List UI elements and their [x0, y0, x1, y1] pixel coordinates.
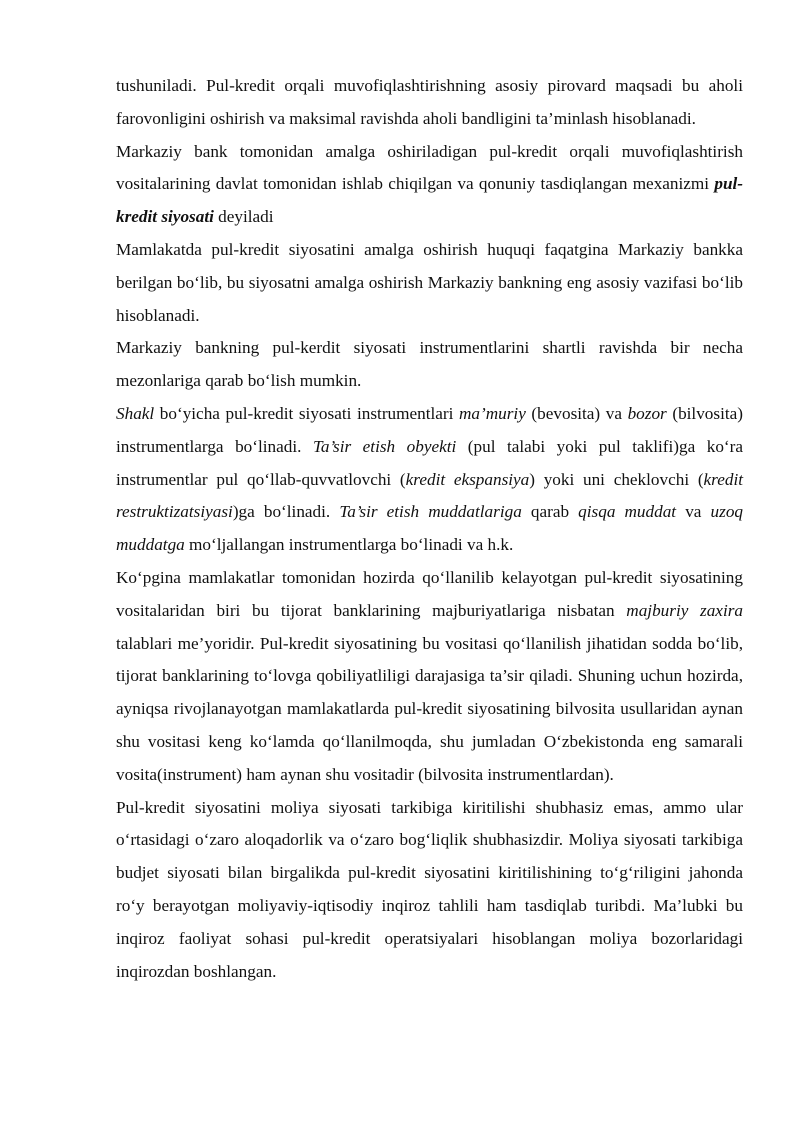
text-run: (bilvosita) instrumentlarga bo‘linadi. — [116, 403, 743, 456]
paragraph — [116, 234, 743, 332]
text-run: Pul-kredit siyosatini moliya siyosati tarkibiga kiritilishi shubhasiz emas, ammo ular o‘rtasidagi o‘zaro aloqadorlik va o‘zaro bog‘liqlik shubhasizdir. Moliya siyosati tarkibiga budjet siyosati bilan birgalikda pul-kredit siyosatini kiritilishining to‘g‘riligini jahonda ro‘y berayotgan moliyaviy-iqtisodiy inqiroz tahlili ham tasdiqlab turibdi. Ma’lubki bu inqiroz faoliyat sohasi pul-kredit operatsiyalari hisoblangan moliya bozorlaridagi inqirozdan boshlangan. — [116, 797, 743, 981]
text-run: Ko‘pgina mamlakatlar tomonidan hozirda qo‘llanilib kelayotgan pul-kredit siyosatining vositalaridan biri bu tijorat banklarining majburiyatlariga nisbatan — [116, 567, 743, 620]
italic-term: uzoq muddatga — [116, 502, 744, 555]
text-run: Mamlakatda pul-kredit siyosatini amalga oshirish huquqi faqatgina Markaziy bankka berilgan bo‘lib, bu siyosatni amalga oshirish Markaziy bankning eng asosiy vazifasi bo‘lib hisoblanadi. — [116, 239, 743, 325]
text-run: )ga bo‘linadi. — [232, 502, 340, 522]
paragraph — [116, 136, 743, 234]
italic-term: ma’muriy — [459, 403, 526, 423]
paragraph — [116, 70, 743, 136]
text-run: (pul talabi yoki pul taklifi)ga ko‘ra instrumentlar pul qo‘llab-quvvatlovchi ( — [116, 436, 743, 489]
text-run: ) yoki uni cheklovchi ( — [529, 469, 704, 489]
text-run: mo‘ljallangan instrumentlarga bo‘linadi va h.k. — [184, 535, 514, 555]
text-run: qarab — [521, 502, 579, 522]
text-run: bo‘yicha pul-kredit siyosati instrumentlari — [154, 403, 459, 423]
bold-italic-term: pul-kredit siyosati — [116, 174, 743, 227]
text-run: Markaziy bankning pul-kerdit siyosati instrumentlarini shartli ravishda bir necha mezonlariga qarab bo‘lish mumkin. — [116, 338, 743, 391]
italic-term: Shakl — [116, 403, 155, 423]
italic-term: Ta’sir etish obyekti — [312, 436, 457, 456]
paragraph — [116, 562, 743, 792]
document-page — [116, 70, 743, 988]
italic-term: bozor — [627, 403, 667, 423]
italic-term: kredit restruktizatsiyasi — [116, 469, 743, 522]
paragraph — [116, 398, 743, 562]
paragraph — [116, 792, 743, 989]
text-run: talablari me’yoridir. Pul-kredit siyosatining bu vositasi qo‘llanilish jihatidan sodda bo‘lib, tijorat banklarining to‘lovga qobiliyatliligi darajasiga ta’sir qiladi. Shuning uchun hozirda, ayniqsa rivojlanayotgan mamlakatlarda pul-kredit siyosatining bilvosita usullaridan aynan shu vositasi keng ko‘lamda qo‘llanilmoqda, shu jumladan O‘zbekistonda eng samarali vosita(instrument) ham aynan shu vositadir (bilvosita instrumentlardan). — [116, 633, 743, 784]
text-run: deyiladi — [213, 207, 274, 227]
italic-term: kredit ekspansiya — [405, 469, 530, 489]
paragraph — [116, 332, 743, 398]
italic-term: majburiy zaxira — [626, 600, 743, 620]
italic-term: Ta’sir etish muddatlariga — [339, 502, 522, 522]
italic-term: qisqa muddat — [578, 502, 677, 522]
text-run: tushuniladi. Pul-kredit orqali muvofiqlashtirishning asosiy pirovard maqsadi bu aholi farovonligini oshirish va maksimal ravishda aholi bandligini ta’minlash hisoblanadi. — [116, 76, 743, 128]
text-run: va — [676, 502, 711, 522]
text-run: (bevosita) va — [525, 403, 628, 423]
text-run: Markaziy bank tomonidan amalga oshiriladigan pul-kredit orqali muvofiqlashtirish vositalarining davlat tomonidan ishlab chiqilgan va qonuniy tasdiqlangan mexanizmi — [116, 141, 743, 194]
